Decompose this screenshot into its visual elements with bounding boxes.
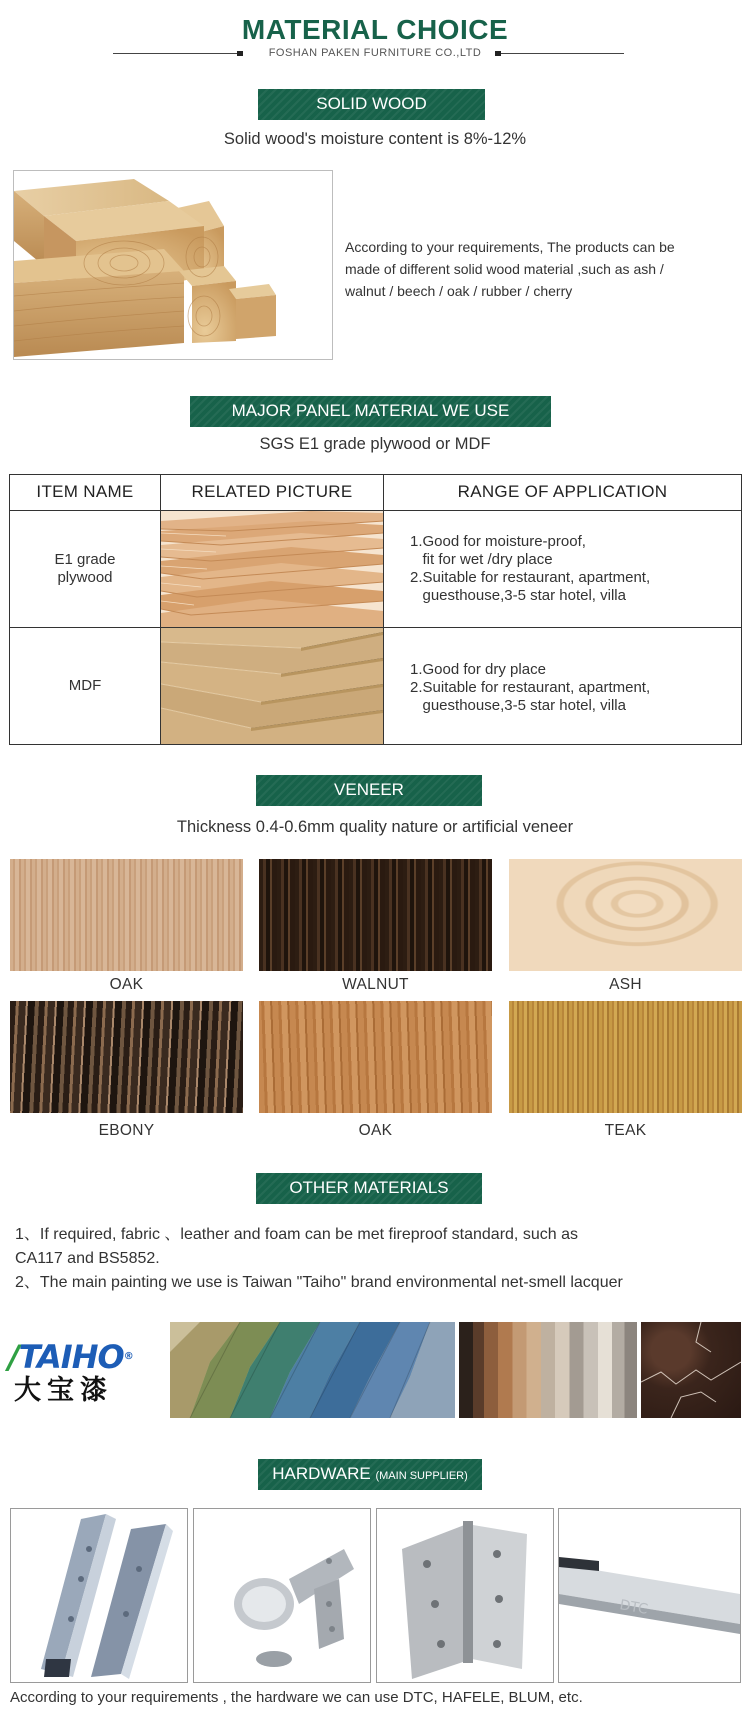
veneer-caption: Thickness 0.4-0.6mm quality nature or artificial veneer bbox=[176, 818, 574, 836]
taiho-logo-mark: / bbox=[8, 1338, 19, 1376]
solid-wood-description bbox=[345, 236, 745, 302]
company-name: FOSHAN PAKEN FURNITURE CO.,LTD bbox=[268, 47, 482, 59]
table-row-application bbox=[384, 511, 741, 628]
hardware-undermount-slide bbox=[558, 1508, 741, 1683]
mdf-picture bbox=[161, 628, 384, 744]
marble-veins bbox=[641, 1322, 741, 1418]
table-row-application bbox=[384, 628, 741, 744]
hardware-banner-title: HARDWARE bbox=[272, 1464, 371, 1483]
plywood-stack-image bbox=[161, 511, 383, 627]
other-line: 2、The main painting we use is Taiwan "Taiho" brand environmental net-smell lacquer bbox=[15, 1274, 623, 1291]
hardware-hinge bbox=[193, 1508, 371, 1683]
other-materials-banner: OTHER MATERIALS bbox=[256, 1173, 482, 1204]
table-row-name bbox=[10, 511, 161, 628]
application-line: guesthouse,3-5 star hotel, villa bbox=[410, 697, 626, 714]
slide-engraving: DTC bbox=[618, 1597, 649, 1618]
hardware-footnote: According to your requirements , the hardware we can use DTC, HAFELE, BLUM, etc. bbox=[10, 1689, 583, 1706]
panel-material-table bbox=[9, 474, 742, 745]
other-materials-text bbox=[15, 1223, 623, 1295]
taiho-logo-text: /TAIHO® bbox=[8, 1338, 133, 1376]
veneer-swatch-teak bbox=[509, 1001, 742, 1113]
taiho-logo-chinese: 大宝漆 bbox=[14, 1375, 113, 1406]
panel-banner: MAJOR PANEL MATERIAL WE USE bbox=[190, 396, 551, 427]
other-line: CA117 and BS5852. bbox=[15, 1250, 160, 1267]
undermount-slide-image bbox=[559, 1509, 740, 1682]
application-line: 1.Good for moisture-proof, bbox=[410, 533, 586, 550]
cabinet-hinge-image bbox=[194, 1509, 370, 1682]
veneer-swatch-ebony bbox=[10, 1001, 243, 1113]
marble-sample-image bbox=[641, 1322, 741, 1418]
table-header: RELATED PICTURE bbox=[161, 475, 384, 511]
row-name-line: MDF bbox=[68, 677, 102, 694]
application-line: guesthouse,3-5 star hotel, villa bbox=[410, 587, 626, 604]
panel-caption: SGS E1 grade plywood or MDF bbox=[259, 435, 491, 453]
laminate-samples-image bbox=[459, 1322, 637, 1418]
veneer-label: ASH bbox=[609, 976, 642, 993]
solid-wood-caption: Solid wood's moisture content is 8%-12% bbox=[223, 130, 527, 148]
application-line: fit for wet /dry place bbox=[410, 551, 553, 568]
row-name-line: E1 grade bbox=[54, 551, 116, 568]
mdf-stack-image bbox=[161, 628, 383, 744]
veneer-label: EBONY bbox=[98, 1122, 155, 1139]
description-line: According to your requirements, The products can be bbox=[345, 239, 675, 255]
plywood-picture bbox=[161, 511, 384, 628]
veneer-swatch-oak bbox=[10, 859, 243, 971]
veneer-banner: VENEER bbox=[256, 775, 482, 806]
lumber-pile-image bbox=[14, 171, 332, 359]
description-line: made of different solid wood material ,such as ash / bbox=[345, 261, 664, 277]
row-name-line: plywood bbox=[57, 569, 113, 586]
table-header: ITEM NAME bbox=[10, 475, 161, 511]
fabric-samples-image bbox=[170, 1322, 455, 1418]
hardware-door-hinge bbox=[376, 1508, 554, 1683]
application-line: 2.Suitable for restaurant, apartment, bbox=[410, 679, 651, 696]
veneer-label: OAK bbox=[109, 976, 144, 993]
veneer-swatch-walnut bbox=[259, 859, 492, 971]
solid-wood-photo bbox=[13, 170, 333, 360]
table-row-name bbox=[10, 628, 161, 744]
application-line: 2.Suitable for restaurant, apartment, bbox=[410, 569, 651, 586]
veneer-swatch-ash bbox=[509, 859, 742, 971]
hardware-banner bbox=[258, 1459, 482, 1490]
page-title: MATERIAL CHOICE bbox=[241, 14, 509, 45]
table-header: RANGE OF APPLICATION bbox=[384, 475, 741, 511]
veneer-label: OAK bbox=[358, 1122, 393, 1139]
hardware-banner-subtitle: (MAIN SUPPLIER) bbox=[375, 1470, 468, 1482]
hardware-drawer-slide bbox=[10, 1508, 188, 1683]
veneer-label: TEAK bbox=[604, 1122, 647, 1139]
drawer-slide-image bbox=[11, 1509, 187, 1682]
taiho-logo bbox=[8, 1340, 163, 1420]
door-hinge-image bbox=[377, 1509, 553, 1682]
application-line: 1.Good for dry place bbox=[410, 661, 546, 678]
veneer-swatch-oak-2 bbox=[259, 1001, 492, 1113]
fabric-rolls-image bbox=[170, 1322, 455, 1418]
solid-wood-banner: SOLID WOOD bbox=[258, 89, 485, 120]
description-line: walnut / beech / oak / rubber / cherry bbox=[345, 283, 573, 299]
veneer-label: WALNUT bbox=[342, 976, 409, 993]
other-line: 1、If required, fabric 、leather and foam can be met fireproof standard, such as bbox=[15, 1226, 578, 1243]
